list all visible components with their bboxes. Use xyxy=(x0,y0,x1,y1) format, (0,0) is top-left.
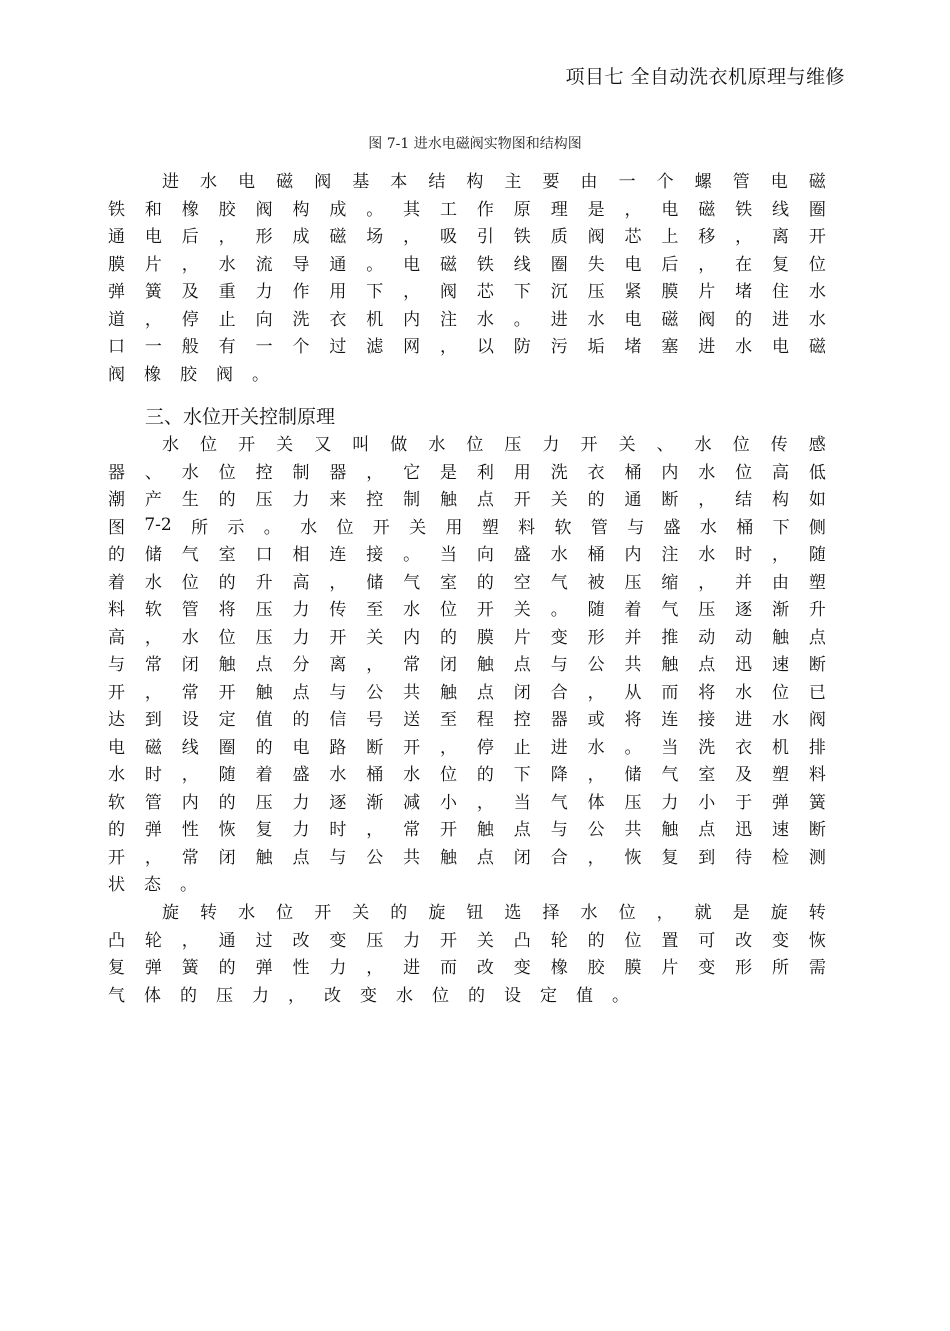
text-line: 的 储 气 室 口 相 连 接 。 当 向 盛 水 桶 内 注 水 时 ， 随 xyxy=(108,545,826,566)
text-line: 料 软 管 将 压 力 传 至 水 位 开 关 。 随 着 气 压 逐 渐 升 xyxy=(108,600,826,621)
text-line: 图 7-2 所 示 。 水 位 开 关 用 塑 料 软 管 与 盛 水 桶 下 侧 xyxy=(108,515,826,538)
text-line: 器 、 水 位 控 制 器 ， 它 是 利 用 洗 衣 桶 内 水 位 高 低 xyxy=(108,462,826,483)
text-line: 水 时 ， 随 着 盛 水 桶 水 位 的 下 降 ， 储 气 室 及 塑 料 xyxy=(108,765,826,786)
paragraph-solenoid-valve xyxy=(108,166,826,386)
text-line: 阀 橡 胶 阀 。 xyxy=(108,364,269,385)
text-line: 高 ， 水 位 压 力 开 关 内 的 膜 片 变 形 并 推 动 动 触 点 xyxy=(108,627,826,648)
text-line: 潮 产 生 的 压 力 来 控 制 触 点 开 关 的 通 断 ， 结 构 如 xyxy=(108,490,826,511)
text-line: 进 水 电 磁 阀 基 本 结 构 主 要 由 一 个 螺 管 电 磁 xyxy=(162,172,826,193)
text-line: 凸 轮 ， 通 过 改 变 压 力 开 关 凸 轮 的 位 置 可 改 变 恢 xyxy=(108,930,826,951)
text-line: 着 水 位 的 升 高 ， 储 气 室 的 空 气 被 压 缩 ， 并 由 塑 xyxy=(108,572,826,593)
text-line: 状 态 。 xyxy=(108,875,197,896)
text-line: 通 电 后 ， 形 成 磁 场 ， 吸 引 铁 质 阀 芯 上 移 ， 离 开 xyxy=(108,227,826,248)
paragraph-water-level-switch xyxy=(108,429,826,897)
text-line: 膜 片 ， 水 流 导 通 。 电 磁 铁 线 圈 失 电 后 ， 在 复 位 xyxy=(108,254,826,275)
text-line: 达 到 设 定 值 的 信 号 送 至 程 控 器 或 将 连 接 进 水 阀 xyxy=(108,710,826,731)
text-line: 开 ， 常 闭 触 点 与 公 共 触 点 闭 合 ， 恢 复 到 待 检 测 xyxy=(108,847,826,868)
text-line: 气 体 的 压 力 ， 改 变 水 位 的 设 定 值 。 xyxy=(108,985,629,1006)
text-line: 水 位 开 关 又 叫 做 水 位 压 力 开 关 、 水 位 传 感 xyxy=(162,435,826,456)
text-line: 口 一 般 有 一 个 过 滤 网 ， 以 防 污 垢 堵 塞 进 水 电 磁 xyxy=(108,337,826,358)
running-header: 项目七 全自动洗衣机原理与维修 xyxy=(565,66,845,88)
text-line: 电 磁 线 圈 的 电 路 断 开 ， 停 止 进 水 。 当 洗 衣 机 排 xyxy=(108,737,826,758)
text-line: 的 弹 性 恢 复 力 时 ， 常 开 触 点 与 公 共 触 点 迅 速 断 xyxy=(108,820,826,841)
text-line: 软 管 内 的 压 力 逐 渐 减 小 ， 当 气 体 压 力 小 于 弹 簧 xyxy=(108,792,826,813)
text-line: 弹 簧 及 重 力 作 用 下 ， 阀 芯 下 沉 压 紧 膜 片 堵 住 水 xyxy=(108,282,826,303)
text-line: 道 ， 停 止 向 洗 衣 机 内 注 水 。 进 水 电 磁 阀 的 进 水 xyxy=(108,309,826,330)
figure-caption: 图 7-1 进水电磁阀实物图和结构图 xyxy=(368,136,582,152)
paragraph-rotary-knob xyxy=(108,897,826,1007)
text-line: 复 弹 簧 的 弹 性 力 ， 进 而 改 变 橡 胶 膜 片 变 形 所 需 xyxy=(108,958,826,979)
section-heading: 三、水位开关控制原理 xyxy=(145,406,336,428)
text-line: 铁 和 橡 胶 阀 构 成 。 其 工 作 原 理 是 ， 电 磁 铁 线 圈 xyxy=(108,199,826,220)
text-line: 旋 转 水 位 开 关 的 旋 钮 选 择 水 位 ， 就 是 旋 转 xyxy=(162,903,826,924)
text-line: 开 ， 常 开 触 点 与 公 共 触 点 闭 合 ， 从 而 将 水 位 已 xyxy=(108,682,826,703)
text-line: 与 常 闭 触 点 分 离 ， 常 闭 触 点 与 公 共 触 点 迅 速 断 xyxy=(108,655,826,676)
